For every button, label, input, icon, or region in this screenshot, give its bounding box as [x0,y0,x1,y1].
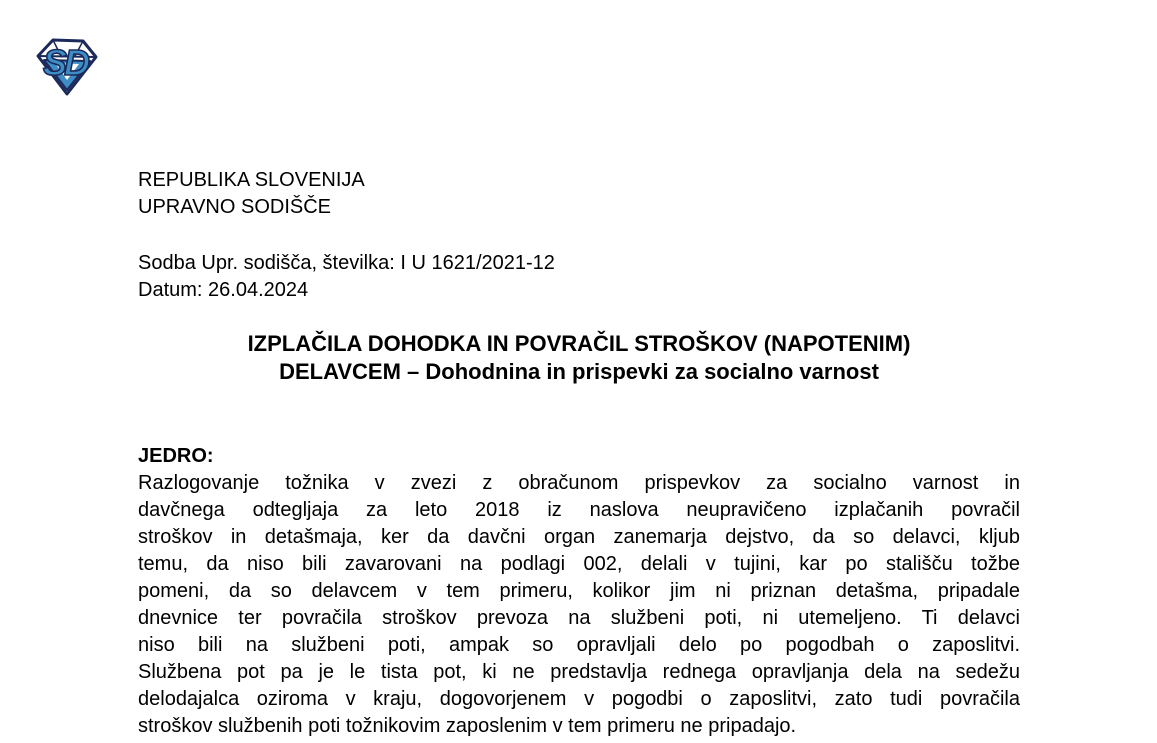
jedro-heading: JEDRO: [138,445,214,467]
jedro-line-4: temu, da niso bili zavarovani na podlagi 002, delali v tujini, kar po stališču tožbe [138,553,1020,575]
document-title-line-1: IZPLAČILA DOHODKA IN POVRAČIL STROŠKOV (NAPOTENIM) [247,331,911,356]
document-title [138,330,1020,386]
republic-name: REPUBLIKA SLOVENIJA [138,169,365,191]
case-date-line: Datum: 26.04.2024 [138,279,309,301]
logo-letters: SD [43,42,88,83]
jedro-line-6: dnevnice ter povračila stroškov prevoza na službeni poti, ni utemeljeno. Ti delavci [138,607,1020,629]
jedro-line-10: stroškov službenih poti tožnikovim zaposlenim v tem primeru ne pripadajo. [138,715,797,737]
jedro-line-5: pomeni, da so delavcem v tem primeru, kolikor jim ni priznan detašma, pripadale [138,580,1020,602]
sd-gem-logo [32,35,102,99]
jedro-line-2: davčnega odtegljaja za leto 2018 iz naslova neupravičeno izplačanih povračil [138,499,1020,521]
jedro-line-9: delodajalca oziroma v kraju, dogovorjenem v pogodbi o zaposlitvi, zato tudi povračila [138,688,1020,710]
sd-gem-logo-icon [32,35,102,99]
court-name: UPRAVNO SODIŠČE [138,196,331,218]
jedro-line-7: niso bili na službeni poti, ampak so opravljali delo po pogodbah o zaposlitvi. [138,634,1020,656]
case-number-line: Sodba Upr. sodišča, številka: I U 1621/2021-12 [138,252,555,274]
letterhead [138,167,365,221]
jedro-section [138,443,1020,740]
case-info [138,250,555,304]
jedro-line-8: Službena pot pa je le tista pot, ki ne predstavlja rednega opravljanja dela na sedežu [138,661,1020,683]
jedro-line-3: stroškov in detašmaja, ker da davčni organ zanemarja dejstvo, da so delavci, kljub [138,526,1020,548]
jedro-line-1: Razlogovanje tožnika v zvezi z obračunom prispevkov za socialno varnost in [138,472,1020,494]
document-title-line-2: DELAVCEM – Dohodnina in prispevki za socialno varnost [279,359,879,384]
